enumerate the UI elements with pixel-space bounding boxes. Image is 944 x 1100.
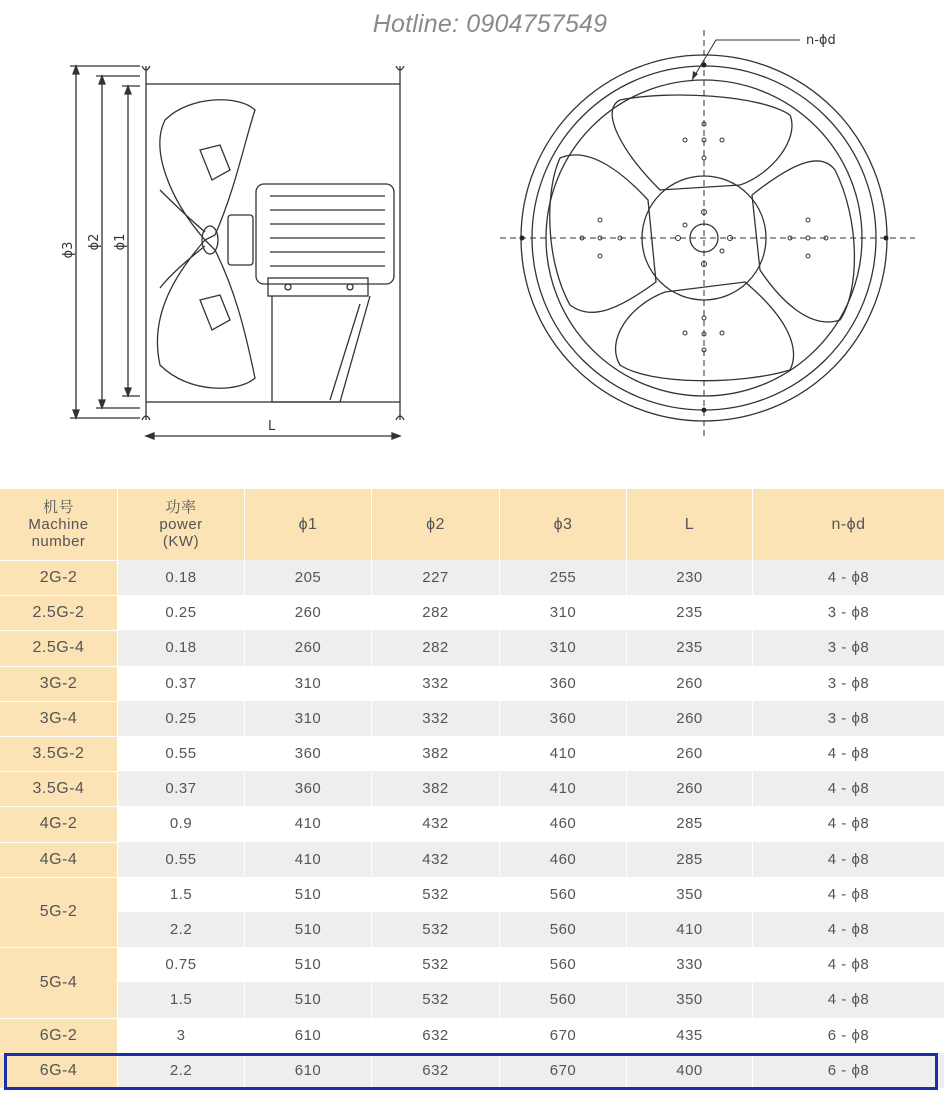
blade-right	[752, 161, 854, 322]
table-cell: 230	[626, 560, 752, 595]
table-cell: 0.25	[117, 701, 244, 736]
table-cell: 285	[626, 842, 752, 877]
table-cell: 260	[626, 701, 752, 736]
table-cell: 432	[371, 842, 499, 877]
table-cell: 310	[499, 595, 626, 630]
table-cell: 532	[371, 912, 499, 947]
machine-cell: 6G-4	[0, 1053, 117, 1088]
table-cell: 4 - ϕ8	[752, 842, 944, 877]
table-cell: 532	[371, 877, 499, 912]
table-cell: 310	[244, 701, 371, 736]
table-cell: 350	[626, 877, 752, 912]
table-cell: 4 - ϕ8	[752, 806, 944, 841]
header-cell	[626, 489, 752, 560]
fan-technical-drawing	[0, 0, 944, 470]
table-cell: 227	[371, 560, 499, 595]
table-cell: 460	[499, 806, 626, 841]
blade-left	[550, 155, 656, 313]
machine-cell: 4G-4	[0, 842, 117, 877]
machine-cell: 2G-2	[0, 560, 117, 595]
header-text: 机号	[42, 499, 74, 516]
table-cell: 285	[626, 806, 752, 841]
table-row	[117, 771, 944, 806]
header-text: power	[159, 516, 203, 533]
header-text: (KW)	[162, 533, 200, 550]
table-cell: 560	[499, 877, 626, 912]
table-cell: 2.2	[117, 1053, 244, 1088]
table-cell: 382	[371, 736, 499, 771]
header-text: n-ϕd	[831, 516, 866, 533]
header-cell	[371, 489, 499, 560]
table-cell: 350	[626, 982, 752, 1017]
table-cell: 410	[244, 842, 371, 877]
table-cell: 282	[371, 595, 499, 630]
table-cell: 260	[244, 630, 371, 665]
nd-label: n-ϕd	[806, 33, 836, 48]
header-cell	[0, 489, 117, 560]
table-row	[117, 947, 944, 982]
phi2-label: ϕ2	[87, 233, 102, 251]
table-cell: 0.25	[117, 595, 244, 630]
side-view-frame	[146, 84, 400, 402]
table-cell: 432	[371, 806, 499, 841]
table-cell: 410	[626, 912, 752, 947]
table-row	[117, 912, 944, 947]
table-cell: 4 - ϕ8	[752, 560, 944, 595]
table-cell: 435	[626, 1018, 752, 1053]
header-text: ϕ2	[426, 516, 445, 533]
table-cell: 510	[244, 947, 371, 982]
table-cell: 0.18	[117, 560, 244, 595]
table-cell: 360	[244, 771, 371, 806]
machine-cell: 5G-2	[0, 877, 117, 947]
table-row	[117, 630, 944, 665]
table-cell: 460	[499, 842, 626, 877]
table-row	[117, 982, 944, 1017]
table-cell: 235	[626, 595, 752, 630]
table-row	[117, 701, 944, 736]
table-cell: 1.5	[117, 877, 244, 912]
machine-cell: 3.5G-2	[0, 736, 117, 771]
motor-body	[256, 184, 394, 284]
header-cell	[752, 489, 944, 560]
table-cell: 332	[371, 701, 499, 736]
table-cell: 560	[499, 912, 626, 947]
table-cell: 3 - ϕ8	[752, 666, 944, 701]
table-cell: 255	[499, 560, 626, 595]
machine-cell: 4G-2	[0, 806, 117, 841]
table-cell: 360	[499, 666, 626, 701]
phi3-label: ϕ3	[61, 241, 76, 259]
table-cell: 205	[244, 560, 371, 595]
header-text: ϕ1	[298, 516, 318, 533]
table-cell: 6 - ϕ8	[752, 1018, 944, 1053]
table-cell: 282	[371, 630, 499, 665]
table-cell: 4 - ϕ8	[752, 912, 944, 947]
table-row	[117, 560, 944, 595]
table-cell: 310	[244, 666, 371, 701]
table-row	[117, 1018, 944, 1053]
header-cell	[117, 489, 244, 560]
table-row	[117, 595, 944, 630]
table-row	[117, 877, 944, 912]
machine-cell: 5G-4	[0, 947, 117, 1017]
blade-bottom	[616, 282, 794, 381]
table-cell: 560	[499, 982, 626, 1017]
table-cell: 360	[244, 736, 371, 771]
table-cell: 3 - ϕ8	[752, 701, 944, 736]
table-cell: 260	[626, 736, 752, 771]
table-cell: 400	[626, 1053, 752, 1088]
table-row	[117, 666, 944, 701]
table-cell: 410	[499, 736, 626, 771]
table-cell: 0.75	[117, 947, 244, 982]
table-row	[117, 842, 944, 877]
table-cell: 610	[244, 1018, 371, 1053]
table-cell: 0.37	[117, 771, 244, 806]
machine-cell: 2.5G-4	[0, 630, 117, 665]
table-cell: 410	[244, 806, 371, 841]
table-cell: 310	[499, 630, 626, 665]
table-cell: 0.9	[117, 806, 244, 841]
table-row	[117, 736, 944, 771]
table-cell: 510	[244, 912, 371, 947]
table-cell: 1.5	[117, 982, 244, 1017]
header-text: number	[31, 533, 86, 550]
table-cell: 6 - ϕ8	[752, 1053, 944, 1088]
table-cell: 410	[499, 771, 626, 806]
hotline-text: Hotline: 0904757549	[372, 10, 608, 38]
length-label: L	[268, 419, 276, 434]
table-cell: 332	[371, 666, 499, 701]
header-text: 功率	[165, 499, 197, 516]
table-cell: 670	[499, 1018, 626, 1053]
table-cell: 4 - ϕ8	[752, 982, 944, 1017]
table-cell: 0.37	[117, 666, 244, 701]
table-cell: 510	[244, 982, 371, 1017]
table-cell: 2.2	[117, 912, 244, 947]
table-cell: 260	[626, 771, 752, 806]
table-cell: 4 - ϕ8	[752, 736, 944, 771]
header-text: L	[684, 516, 695, 533]
table-cell: 3	[117, 1018, 244, 1053]
header-cell	[244, 489, 371, 560]
table-cell: 632	[371, 1018, 499, 1053]
header-text: Machine	[28, 516, 89, 533]
table-cell: 3 - ϕ8	[752, 595, 944, 630]
header-text: ϕ3	[553, 516, 573, 533]
header-cell	[499, 489, 626, 560]
table-cell: 610	[244, 1053, 371, 1088]
table-cell: 532	[371, 982, 499, 1017]
table-cell: 0.55	[117, 842, 244, 877]
table-cell: 560	[499, 947, 626, 982]
table-cell: 4 - ϕ8	[752, 771, 944, 806]
table-cell: 4 - ϕ8	[752, 947, 944, 982]
table-row	[117, 806, 944, 841]
machine-cell: 2.5G-2	[0, 595, 117, 630]
table-cell: 235	[626, 630, 752, 665]
highlighted-row-frame	[4, 1053, 938, 1090]
machine-cell: 3G-2	[0, 666, 117, 701]
table-cell: 0.55	[117, 736, 244, 771]
table-cell: 0.18	[117, 630, 244, 665]
table-header-row	[0, 489, 944, 560]
table-cell: 4 - ϕ8	[752, 877, 944, 912]
table-cell: 330	[626, 947, 752, 982]
machine-cell: 3.5G-4	[0, 771, 117, 806]
table-cell: 260	[626, 666, 752, 701]
table-cell: 360	[499, 701, 626, 736]
machine-cell: 3G-4	[0, 701, 117, 736]
table-cell: 382	[371, 771, 499, 806]
table-cell: 532	[371, 947, 499, 982]
table-cell: 510	[244, 877, 371, 912]
machine-cell: 6G-2	[0, 1018, 117, 1053]
table-cell: 3 - ϕ8	[752, 630, 944, 665]
table-cell: 670	[499, 1053, 626, 1088]
phi1-label: ϕ1	[113, 233, 128, 251]
table-cell: 260	[244, 595, 371, 630]
table-cell: 632	[371, 1053, 499, 1088]
